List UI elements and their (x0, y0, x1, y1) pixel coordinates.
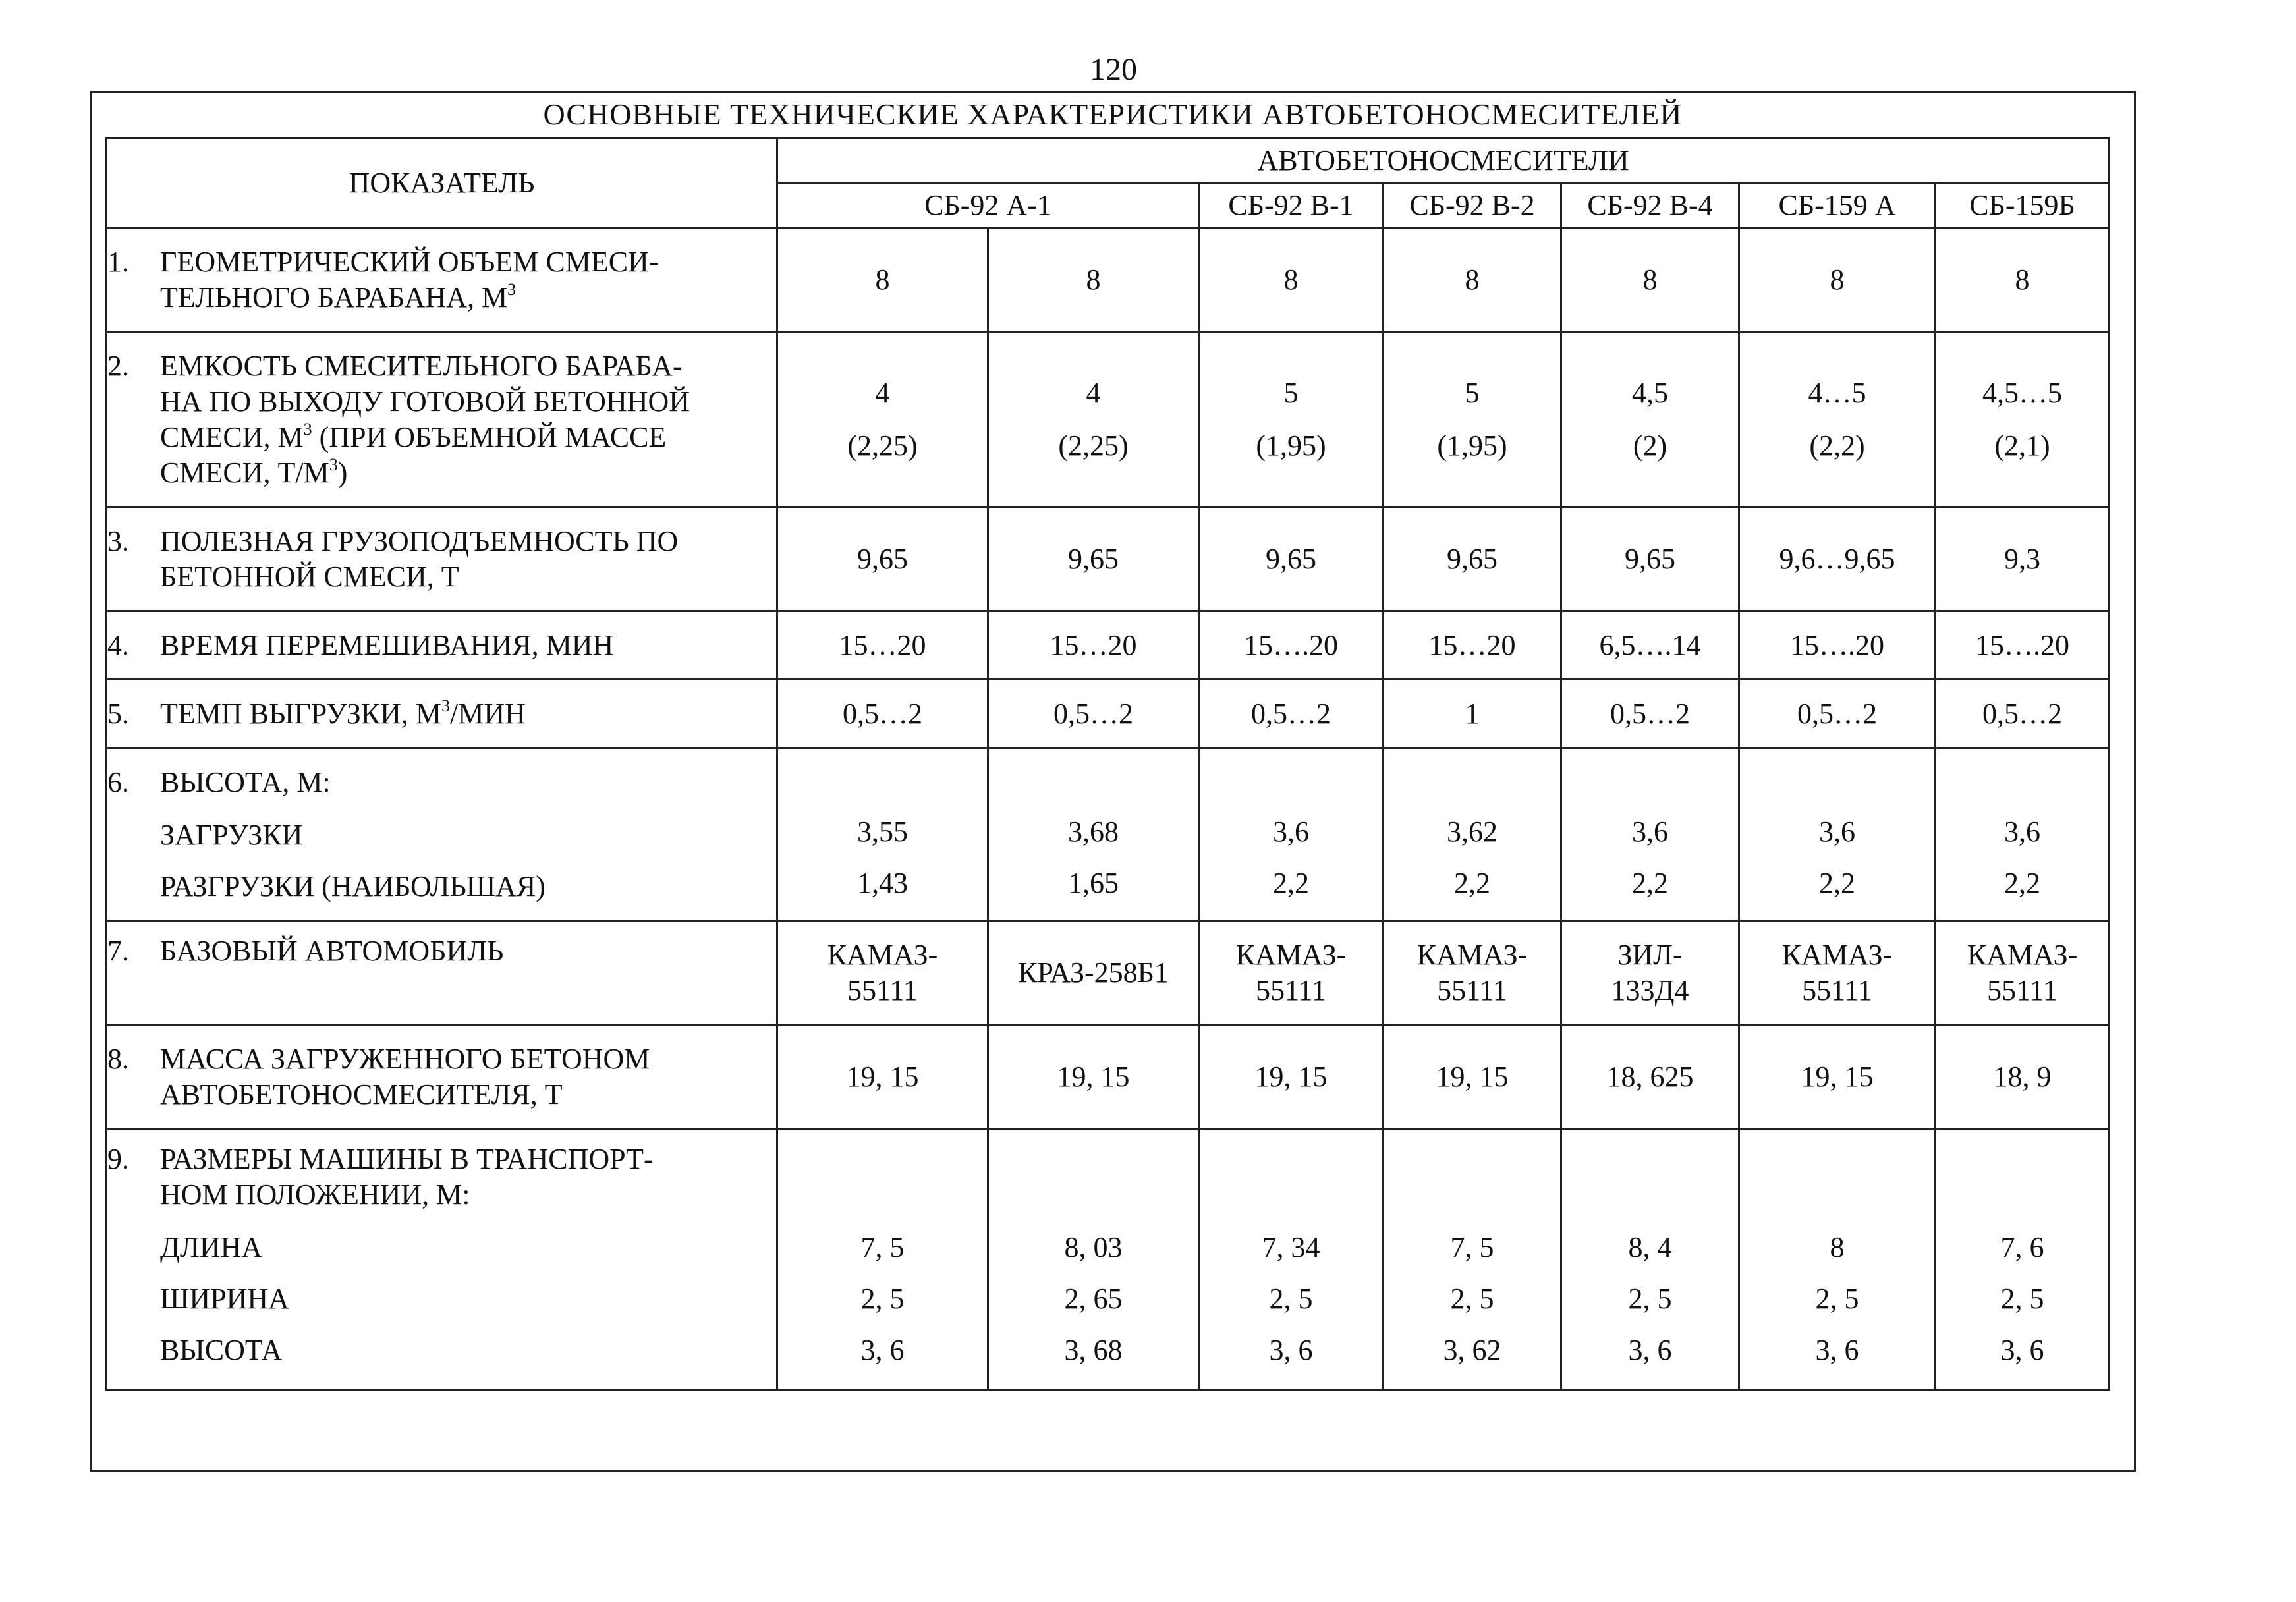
value-cell: 0,5…2 (1561, 680, 1739, 748)
value-cell: 9,65 (1561, 507, 1739, 611)
value-cell (1936, 1129, 2110, 1390)
value-cell (1199, 332, 1384, 507)
value-cell: 9,6…9,65 (1739, 507, 1936, 611)
indicator-label: /МИН (450, 697, 526, 730)
value-length: 7, 5 (860, 1231, 905, 1263)
value-cell: 15….20 (1936, 611, 2110, 680)
table-row (107, 228, 2110, 332)
indicator-label: РАЗМЕРЫ МАШИНЫ В ТРАНСПОРТ- (160, 1143, 654, 1175)
vehicle-model: 55111 (1987, 974, 2058, 1007)
value-unloading: 1,43 (857, 866, 908, 899)
row-number: 3. (107, 524, 129, 557)
vehicle-name: КРАЗ-258Б1 (1018, 956, 1169, 989)
indicator-cell (107, 921, 777, 1025)
vehicle-model: 55111 (1802, 974, 1872, 1007)
value-width: 2, 5 (1815, 1283, 1859, 1315)
value-cell (1561, 748, 1739, 921)
value-cell: 8 (1384, 228, 1561, 332)
value-length: 8, 03 (1064, 1231, 1123, 1263)
vehicle-name: ЗИЛ- (1617, 938, 1683, 971)
value-height: 3, 6 (860, 1334, 905, 1366)
value-cell (1384, 332, 1561, 507)
table-row (107, 507, 2110, 611)
value-width: 2, 5 (1269, 1283, 1313, 1315)
header-model: СБ-159 А (1739, 183, 1936, 228)
value-cell (1199, 748, 1384, 921)
row-number: 2. (107, 349, 129, 382)
value-cell (1384, 921, 1561, 1025)
table-row (107, 1129, 2110, 1390)
row-number: 5. (107, 697, 129, 730)
page-number: 120 (1090, 52, 1137, 87)
indicator-cell (107, 748, 777, 921)
value-length: 7, 5 (1450, 1231, 1494, 1263)
indicator-label: НА ПО ВЫХОДУ ГОТОВОЙ БЕТОННОЙ (160, 385, 690, 418)
value-height: 3, 6 (1269, 1334, 1313, 1366)
value-height: 3, 6 (2000, 1334, 2044, 1366)
value-cell: 15…20 (1384, 611, 1561, 680)
table-row (107, 921, 2110, 1025)
sub-indicator-label: ДЛИНА (160, 1231, 263, 1263)
value-cell (1561, 332, 1739, 507)
value-cell: 19, 15 (1199, 1025, 1384, 1129)
header-group: АВТОБЕТОНОСМЕСИТЕЛИ (777, 138, 2110, 183)
indicator-cell (107, 680, 777, 748)
document-title: ОСНОВНЫЕ ТЕХНИЧЕСКИЕ ХАРАКТЕРИСТИКИ АВТОБЕТОНОСМЕСИТЕЛЕЙ (543, 97, 1683, 131)
indicator-label: МАССА ЗАГРУЖЕННОГО БЕТОНОМ (160, 1042, 650, 1075)
value-length: 7, 34 (1262, 1231, 1320, 1263)
value-cell: 1 (1384, 680, 1561, 748)
vehicle-name: КАМАЗ- (1416, 938, 1528, 971)
indicator-cell (107, 611, 777, 680)
table-row (107, 748, 2110, 921)
indicator-label: ВРЕМЯ ПЕРЕМЕШИВАНИЯ, МИН (160, 628, 614, 661)
value-cell: 8 (1561, 228, 1739, 332)
value-main: 5 (1465, 376, 1480, 409)
value-cell (1561, 921, 1739, 1025)
value-width: 2, 5 (2000, 1283, 2044, 1315)
value-loading: 3,55 (857, 815, 908, 848)
value-density: (2,25) (1058, 429, 1129, 462)
value-cell: 8 (777, 228, 988, 332)
indicator-cell (107, 1025, 777, 1129)
value-cell (988, 748, 1199, 921)
value-cell: 19, 15 (1739, 1025, 1936, 1129)
value-cell (1739, 1129, 1936, 1390)
value-height: 3, 6 (1628, 1334, 1672, 1366)
value-cell: 8 (1936, 228, 2110, 332)
vehicle-name: КАМАЗ- (1235, 938, 1347, 971)
value-density: (2) (1633, 429, 1667, 462)
value-cell (1936, 332, 2110, 507)
value-cell: 9,65 (1199, 507, 1384, 611)
value-width: 2, 5 (860, 1283, 905, 1315)
value-cell: 0,5…2 (1739, 680, 1936, 748)
indicator-label: БЕТОННОЙ СМЕСИ, Т (160, 560, 459, 593)
indicator-label: (ПРИ ОБЪЕМНОЙ МАССЕ (312, 420, 667, 453)
vehicle-model: 55111 (1256, 974, 1326, 1007)
vehicle-model: 55111 (1437, 974, 1507, 1007)
indicator-label: СМЕСИ, М (160, 420, 304, 453)
value-width: 2, 65 (1064, 1283, 1123, 1315)
value-cell: 19, 15 (1384, 1025, 1561, 1129)
value-cell: 0,5…2 (777, 680, 988, 748)
indicator-cell (107, 1129, 777, 1390)
sub-indicator-label: ВЫСОТА (160, 1334, 283, 1366)
value-length: 7, 6 (2000, 1231, 2044, 1263)
header-model: СБ-92 А-1 (777, 183, 1199, 228)
specifications-table (105, 137, 2110, 1391)
indicator-label: ЕМКОСТЬ СМЕСИТЕЛЬНОГО БАРАБА- (160, 349, 683, 382)
value-cell: 19, 15 (988, 1025, 1199, 1129)
indicator-label: ПОЛЕЗНАЯ ГРУЗОПОДЪЕМНОСТЬ ПО (160, 524, 679, 557)
row-number: 4. (107, 628, 129, 661)
value-width: 2, 5 (1628, 1283, 1672, 1315)
value-cell (1199, 1129, 1384, 1390)
value-cell: 9,65 (777, 507, 988, 611)
superscript: 3 (507, 279, 517, 299)
indicator-cell (107, 332, 777, 507)
row-number: 9. (107, 1143, 129, 1175)
value-unloading: 2,2 (1819, 866, 1855, 899)
value-length: 8, 4 (1628, 1231, 1672, 1263)
header-model: СБ-92 В-2 (1384, 183, 1561, 228)
value-unloading: 1,65 (1068, 866, 1119, 899)
value-unloading: 2,2 (2004, 866, 2041, 899)
indicator-label: ) (337, 456, 348, 489)
value-cell: 18, 9 (1936, 1025, 2110, 1129)
indicator-label: ТЕМП ВЫГРУЗКИ, М (160, 697, 442, 730)
value-cell: 9,65 (988, 507, 1199, 611)
value-density: (2,2) (1809, 429, 1865, 462)
value-cell: 8 (988, 228, 1199, 332)
vehicle-name: КАМАЗ- (827, 938, 938, 971)
value-cell (777, 748, 988, 921)
row-number: 8. (107, 1042, 129, 1075)
value-cell (988, 921, 1199, 1025)
value-cell: 15….20 (1199, 611, 1384, 680)
value-cell: 8 (1739, 228, 1936, 332)
value-cell: 0,5…2 (1936, 680, 2110, 748)
sub-indicator-label: РАЗГРУЗКИ (НАИБОЛЬШАЯ) (160, 870, 546, 902)
value-cell (988, 1129, 1199, 1390)
value-cell: 15…20 (777, 611, 988, 680)
row-number: 1. (107, 245, 129, 278)
vehicle-name: КАМАЗ- (1967, 938, 2078, 971)
sub-indicator-label: ШИРИНА (160, 1283, 289, 1315)
value-cell: 0,5…2 (988, 680, 1199, 748)
value-cell: 15…20 (988, 611, 1199, 680)
table-row (107, 611, 2110, 680)
value-cell (1739, 748, 1936, 921)
header-indicator: ПОКАЗАТЕЛЬ (107, 138, 777, 228)
value-height: 3, 68 (1064, 1334, 1123, 1366)
value-cell: 15….20 (1739, 611, 1936, 680)
value-main: 4…5 (1808, 376, 1866, 409)
indicator-label: ВЫСОТА, М: (160, 765, 331, 798)
header-row-group (107, 138, 2110, 183)
row-number: 7. (107, 935, 129, 967)
value-cell (777, 1129, 988, 1390)
value-loading: 3,6 (1273, 815, 1309, 848)
header-model: СБ-159Б (1936, 183, 2110, 228)
indicator-label: СМЕСИ, Т/М (160, 456, 329, 489)
vehicle-model: 55111 (847, 974, 918, 1007)
value-cell (1384, 748, 1561, 921)
value-cell (988, 332, 1199, 507)
superscript: 3 (329, 455, 338, 474)
value-cell: 6,5….14 (1561, 611, 1739, 680)
value-density: (2,1) (1994, 429, 2050, 462)
value-cell (1936, 921, 2110, 1025)
superscript: 3 (441, 696, 451, 715)
value-cell: 0,5…2 (1199, 680, 1384, 748)
header-model: СБ-92 В-1 (1199, 183, 1384, 228)
value-main: 4 (1086, 376, 1101, 409)
value-density: (2,25) (847, 429, 918, 462)
vehicle-name: КАМАЗ- (1781, 938, 1893, 971)
value-unloading: 2,2 (1454, 866, 1490, 899)
value-loading: 3,68 (1068, 815, 1119, 848)
value-cell: 18, 625 (1561, 1025, 1739, 1129)
value-cell: 19, 15 (777, 1025, 988, 1129)
indicator-label: АВТОБЕТОНОСМЕСИТЕЛЯ, Т (160, 1078, 563, 1111)
table-row (107, 1025, 2110, 1129)
indicator-cell (107, 228, 777, 332)
vehicle-model: 133Д4 (1611, 974, 1689, 1007)
value-cell (1561, 1129, 1739, 1390)
value-height: 3, 6 (1815, 1334, 1859, 1366)
value-density: (1,95) (1437, 429, 1507, 462)
value-length: 8 (1830, 1231, 1845, 1263)
value-cell (1199, 921, 1384, 1025)
header-model: СБ-92 В-4 (1561, 183, 1739, 228)
value-main: 5 (1283, 376, 1299, 409)
value-cell (1384, 1129, 1561, 1390)
value-loading: 3,6 (1632, 815, 1668, 848)
value-cell: 8 (1199, 228, 1384, 332)
value-unloading: 2,2 (1632, 866, 1668, 899)
table-row (107, 680, 2110, 748)
value-main: 4 (875, 376, 890, 409)
value-cell (777, 332, 988, 507)
value-cell: 9,65 (1384, 507, 1561, 611)
table-row (107, 332, 2110, 507)
value-cell (777, 921, 988, 1025)
superscript: 3 (303, 419, 312, 439)
row-number: 6. (107, 765, 129, 798)
indicator-label: БАЗОВЫЙ АВТОМОБИЛЬ (160, 935, 504, 967)
value-main: 4,5 (1632, 376, 1668, 409)
value-width: 2, 5 (1450, 1283, 1494, 1315)
value-loading: 3,62 (1447, 815, 1498, 848)
value-height: 3, 62 (1443, 1334, 1501, 1366)
value-cell: 9,3 (1936, 507, 2110, 611)
indicator-cell (107, 507, 777, 611)
value-density: (1,95) (1256, 429, 1326, 462)
value-cell (1739, 332, 1936, 507)
value-cell (1936, 748, 2110, 921)
value-unloading: 2,2 (1273, 866, 1309, 899)
value-loading: 3,6 (2004, 815, 2041, 848)
value-loading: 3,6 (1819, 815, 1855, 848)
indicator-label: ГЕОМЕТРИЧЕСКИЙ ОБЪЕМ СМЕСИ- (160, 245, 659, 278)
sub-indicator-label: ЗАГРУЗКИ (160, 818, 303, 851)
value-cell (1739, 921, 1936, 1025)
indicator-label: ТЕЛЬНОГО БАРАБАНА, М (160, 281, 508, 314)
indicator-label: НОМ ПОЛОЖЕНИИ, М: (160, 1178, 470, 1211)
value-main: 4,5…5 (1982, 376, 2063, 409)
